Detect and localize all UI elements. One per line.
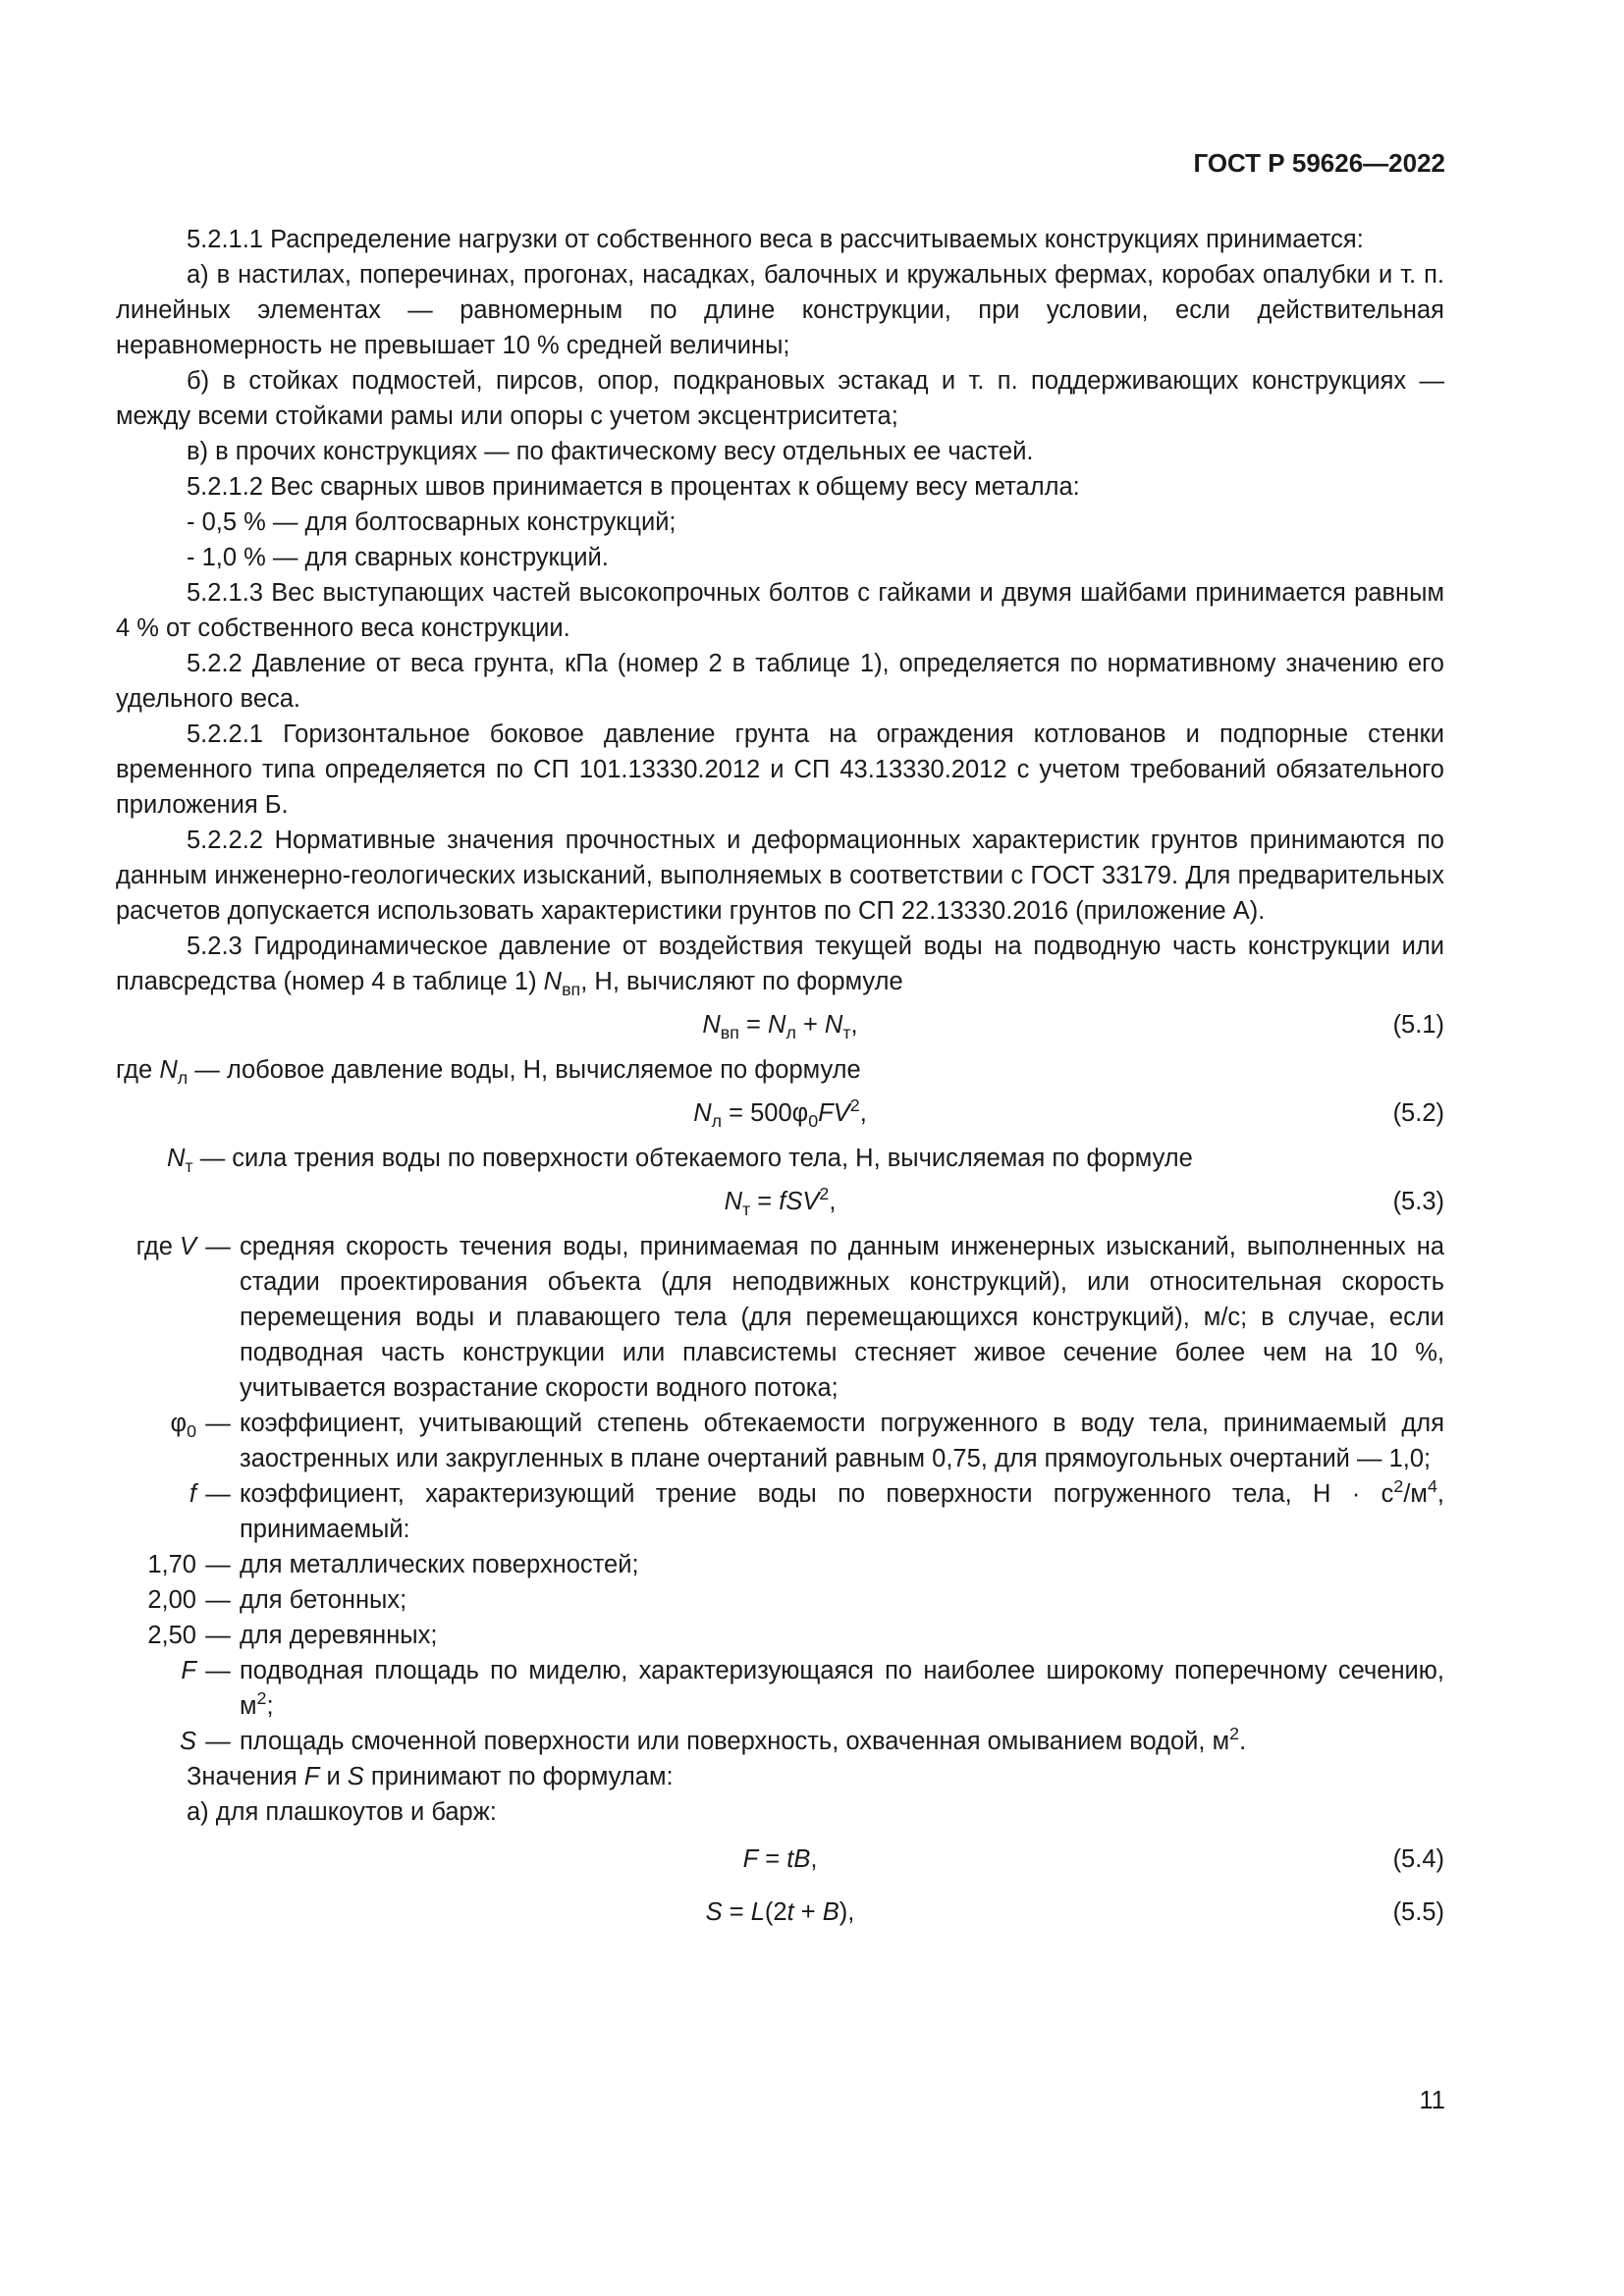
- para-v-prochie: в) в прочих конструкциях — по фактическому весу отдельных ее частей.: [187, 438, 1034, 465]
- para-b-stoyki: б) в стойках подмостей, пирсов, опор, подкрановых эстакад и т. п. поддерживающих конструкциях — между всеми стойками рамы или опоры с учетом эксцентриситета;: [116, 367, 1444, 430]
- list-item-welded: - 1,0 % — для сварных конструкций.: [187, 544, 609, 571]
- para-gde-nl: где $N_л$ — лобовое давление воды, Н, вычисляемое по формуле: [116, 1056, 861, 1088]
- page-body: [116, 222, 1444, 1940]
- definition-F: F — подводная площадь по миделю, характеризующаяся по наиболее широкому поперечному сечению, $м^2$;: [181, 1657, 1444, 1720]
- list-item-bolted: - 0,5 % — для болтосварных конструкций;: [187, 508, 677, 536]
- formula-5-1-number: (5.1): [1392, 1011, 1444, 1039]
- formula-5-5-number: (5.5): [1392, 1898, 1444, 1926]
- definition-value-concrete: 2,00 — для бетонных;: [147, 1586, 407, 1614]
- formula-5-4-number: (5.4): [1392, 1845, 1444, 1873]
- definitions-list: [116, 1229, 1444, 1759]
- definition-S: S — площадь смоченной поверхности или поверхность, охваченная омыванием водой, $м^2$.: [179, 1724, 1247, 1755]
- para-a-barges: а) для плашкоутов и барж:: [187, 1798, 497, 1826]
- formula-5-4-expression: F = tB,: [742, 1845, 818, 1873]
- formula-5-3-expression: $N_т = fSV^2$,: [724, 1184, 837, 1219]
- formula-5-2-expression: $N_л = 500\varphi_0FV^2$,: [693, 1095, 867, 1131]
- definition-phi0: $\varphi_0$ — коэффициент, учитывающий степень обтекаемости погруженного в воду тела, принимаемый для заостренных или закругленных в плане очертаний равным 0,75, для прямоугольных очертаний — 1,0;: [170, 1410, 1444, 1472]
- formula-5-5-expression: S = L(2t + B),: [705, 1898, 855, 1926]
- definition-f: f — коэффициент, характеризующий трение воды по поверхности погруженного тела, $Н \cdot с^2/м^4$, принимаемый:: [189, 1476, 1444, 1543]
- definition-value-metal: 1,70 — для металлических поверхностей;: [147, 1551, 639, 1578]
- formula-5-2-number: (5.2): [1392, 1099, 1444, 1127]
- para-5-2-2-2: 5.2.2.2 Нормативные значения прочностных и деформационных характеристик грунтов принимаются по данным инженерно-геологических изысканий, выполняемых в соответствии с ГОСТ 33179. Для предварительных расчетов допускается использовать характеристики грунтов по СП 22.13330.2016 (приложение А).: [116, 827, 1444, 925]
- formula-5-1: [116, 999, 1444, 1052]
- definition-value-wood: 2,50 — для деревянных;: [147, 1622, 438, 1649]
- formula-5-4: [116, 1834, 1444, 1887]
- para-5-2-1-3: 5.2.1.3 Вес выступающих частей высокопрочных болтов с гайками и двумя шайбами принимается равным 4 % от собственного веса конструкции.: [116, 579, 1444, 642]
- definition-V: где V — средняя скорость течения воды, принимаемая по данным инженерных изысканий, выполненных на стадии проектирования объекта (для неподвижных конструкций), или относительная скорость перемещения воды и плавающего тела (для перемещающихся конструкций), м/с; в случае, если подводная часть конструкции или плавсистемы стесняет живое сечение более чем на 10 %, учитывается возрастание скорости водного потока;: [135, 1233, 1444, 1402]
- formula-5-5: [116, 1887, 1444, 1940]
- para-5-2-1-1: 5.2.1.1 Распределение нагрузки от собственного веса в рассчитываемых конструкциях принимается:: [187, 226, 1364, 253]
- para-5-2-2: 5.2.2 Давление от веса грунта, кПа (номер 2 в таблице 1), определяется по нормативному значению его удельного веса.: [116, 650, 1444, 713]
- formula-5-3-number: (5.3): [1392, 1188, 1444, 1215]
- para-a-nastily: а) в настилах, поперечинах, прогонах, насадках, балочных и кружальных фермах, коробах опалубки и т. п. линейных элементах — равномерным по длине конструкции, при условии, если действительная неравномерность не превышает 10 % средней величины;: [116, 261, 1444, 359]
- para-nt: $N_т$ — сила трения воды по поверхности обтекаемого тела, Н, вычисляемая по формуле: [167, 1145, 1193, 1176]
- formula-5-3: [116, 1176, 1444, 1229]
- para-5-2-1-2: 5.2.1.2 Вес сварных швов принимается в процентах к общему весу металла:: [187, 473, 1080, 501]
- para-5-2-3: 5.2.3 Гидродинамическое давление от воздействия текущей воды на подводную часть конструкции или плавсредства (номер 4 в таблице 1) $N_{вп}$, Н, вычисляют по формуле: [116, 933, 1444, 999]
- page-number: 11: [1419, 2087, 1445, 2114]
- formula-5-1-expression: $N_{вп} = N_л + N_т$,: [702, 1011, 858, 1042]
- para-5-2-2-1: 5.2.2.1 Горизонтальное боковое давление грунта на ограждения котлованов и подпорные стенки временного типа определяется по СП 101.13330.2012 и СП 43.13330.2012 с учетом требований обязательного приложения Б.: [116, 721, 1444, 819]
- para-values-F-S: Значения F и S принимают по формулам:: [187, 1763, 674, 1790]
- formula-5-2: [116, 1088, 1444, 1141]
- document-header: ГОСТ Р 59626—2022: [1193, 148, 1445, 178]
